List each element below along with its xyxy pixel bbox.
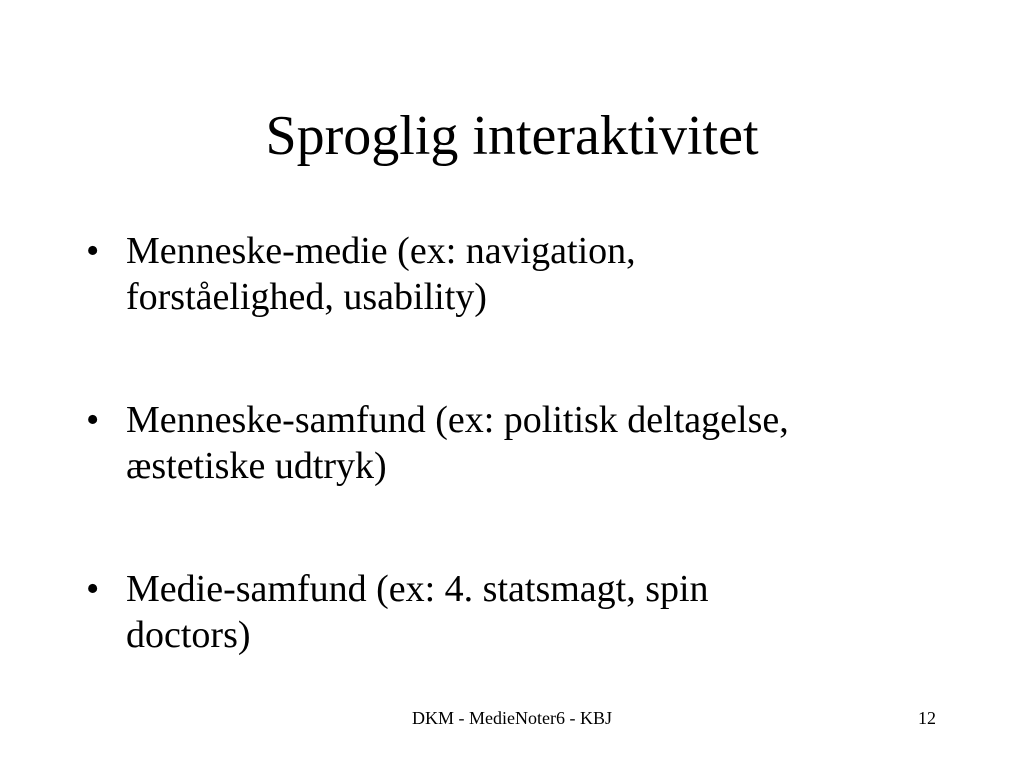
bullet-item [86, 228, 946, 320]
slide-title: Sproglig interaktivitet [265, 105, 759, 167]
bullet-line-1: Medie-samfund (ex: 4. statsmagt, spin [126, 568, 709, 610]
bullet-line-2: doctors) [126, 614, 251, 656]
bullet-line-1: Menneske-samfund (ex: politisk deltagelse, [126, 399, 789, 441]
bullet-item [86, 397, 946, 489]
bullet-list [86, 228, 946, 658]
bullet-line-2: forståelighed, usability) [126, 276, 487, 318]
bullet-dot-icon: • [86, 230, 100, 272]
slide-footer: DKM - MedieNoter6 - KBJ [412, 708, 612, 728]
bullet-dot-icon: • [86, 399, 100, 441]
bullet-line-2: æstetiske udtryk) [126, 445, 387, 487]
bullet-item [86, 566, 946, 658]
bullet-dot-icon: • [86, 568, 100, 610]
bullet-line-1: Menneske-medie (ex: navigation, [126, 230, 636, 272]
page-number: 12 [918, 708, 936, 728]
